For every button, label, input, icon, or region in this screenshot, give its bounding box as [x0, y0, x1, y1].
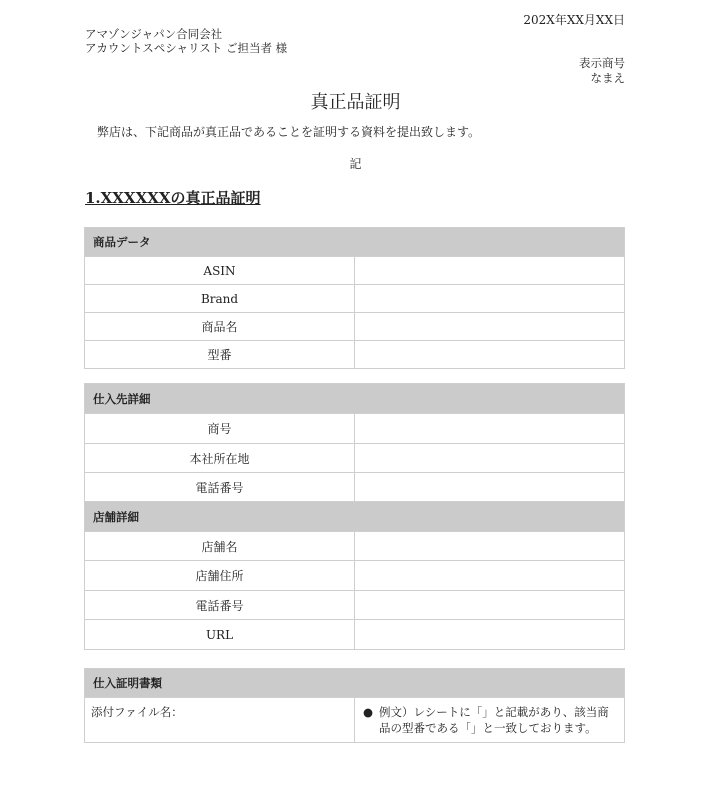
row-label-store-address: 店舗住所: [85, 561, 355, 591]
row-label-brand: Brand: [85, 285, 355, 313]
table-row: [85, 532, 625, 561]
purchase-documents-table: [84, 668, 625, 743]
head-office-value-cell[interactable]: [355, 444, 625, 473]
bullet-icon: ●: [363, 705, 374, 719]
row-label-store-name: 店舗名: [85, 532, 355, 561]
table-row: [85, 257, 625, 285]
trade-name-value-cell[interactable]: [355, 414, 625, 444]
purchase-documents-header: 仕入証明書類: [85, 669, 625, 698]
recipient-block: [85, 27, 287, 55]
row-label-phone: 電話番号: [85, 473, 355, 502]
table-row: [85, 414, 625, 444]
store-phone-value-cell[interactable]: [355, 591, 625, 620]
row-label-head-office: 本社所在地: [85, 444, 355, 473]
ki-marker: 記: [349, 157, 362, 171]
url-value-cell[interactable]: [355, 620, 625, 650]
model-number-value-cell[interactable]: [355, 341, 625, 369]
intro-text: 弊店は、下記商品が真正品であることを証明する資料を提出致します。: [97, 125, 481, 139]
phone-value-cell[interactable]: [355, 473, 625, 502]
example-note-cell: [355, 698, 625, 743]
example-note-text: 例文）レシートに「」と記載があり、該当商品の型番である「」と一致しております。: [379, 705, 609, 735]
table-row: [85, 444, 625, 473]
store-details-header: 店舗詳細: [85, 502, 625, 532]
table-row: [85, 561, 625, 591]
store-address-value-cell[interactable]: [355, 561, 625, 591]
brand-value-cell[interactable]: [355, 285, 625, 313]
recipient-person: アカウントスペシャリスト ご担当者 様: [85, 41, 288, 55]
row-label-url: URL: [85, 620, 355, 650]
attachment-filename-label: 添付ファイル名：: [91, 705, 183, 719]
supplier-details-header: 仕入先詳細: [85, 384, 625, 414]
table-row: [85, 698, 625, 743]
row-label-product-name: 商品名: [85, 313, 355, 341]
table-row: [85, 313, 625, 341]
row-label-asin: ASIN: [85, 257, 355, 285]
product-data-table: [84, 227, 625, 369]
asin-value-cell[interactable]: [355, 257, 625, 285]
document-title: 真正品証明: [310, 92, 401, 113]
sender-block: [579, 56, 625, 86]
table-row: [85, 285, 625, 313]
table-row: [85, 591, 625, 620]
sender-shop-name: 表示商号: [579, 56, 625, 70]
product-name-value-cell[interactable]: [355, 313, 625, 341]
attachment-filename-cell[interactable]: [85, 698, 355, 743]
document-date: 202X年XX月XX日: [523, 13, 625, 27]
sender-name: なまえ: [590, 71, 625, 85]
recipient-company: アマゾンジャパン合同会社: [85, 27, 223, 41]
row-label-model-number: 型番: [85, 341, 355, 369]
table-row: [85, 620, 625, 650]
section-heading: 1.XXXXXXの真正品証明: [85, 189, 261, 207]
row-label-store-phone: 電話番号: [85, 591, 355, 620]
table-row: [85, 341, 625, 369]
table-row: [85, 473, 625, 502]
row-label-trade-name: 商号: [85, 414, 355, 444]
supplier-details-table: [84, 383, 625, 650]
product-data-header: 商品データ: [85, 228, 625, 257]
store-name-value-cell[interactable]: [355, 532, 625, 561]
